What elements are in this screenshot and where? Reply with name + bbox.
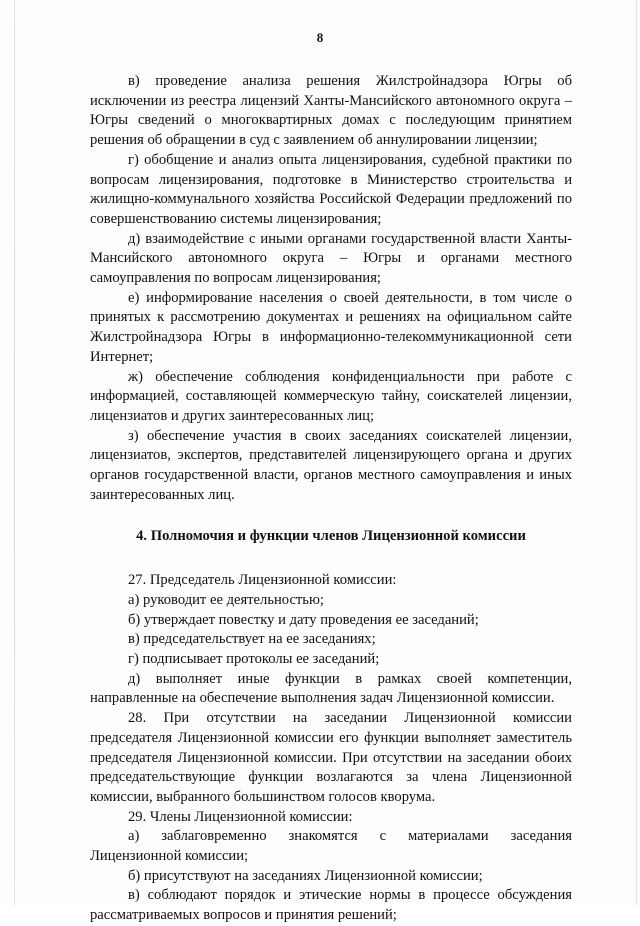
scan-edge-left [14, 0, 15, 905]
paragraph-29a: а) заблаговременно знакомятся с материалами заседания Лицензионной комиссии; [90, 828, 572, 865]
paragraph-27b: б) утверждает повестку и дату проведения ее заседаний; [128, 611, 479, 628]
paragraph-27v: в) председательствует на ее заседаниях; [128, 631, 376, 648]
paragraph-28: 28. При отсутствии на заседании Лицензионной комиссии председателя Лицензионной комиссии его функции выполняет заместитель председателя Лицензионной комиссии. При отсутствии на заседании обоих председательствующие функции возлагаются за члена Лицензионной комиссии, выбранного большинством голосов кворума. [90, 710, 572, 805]
document-body [90, 72, 572, 926]
scan-edge-right [636, 0, 637, 905]
paragraph-e: е) информирование населения о своей деятельности, в том числе о принятых к рассмотрению документах и решениях на официальном сайте Жилстройнадзора Югры в информационно-телекоммуникационной сети Интернет; [90, 289, 572, 365]
paragraph-d: д) взаимодействие с иными органами государственной власти Ханты-Мансийского автономного округа – Югры и органами местного самоуправления по вопросам лицензирования; [90, 230, 572, 287]
paragraph-27a: а) руководит ее деятельностью; [128, 591, 324, 608]
paragraph-29v: в) соблюдают порядок и этические нормы в процессе обсуждения рассматриваемых вопросов и принятия решений; [90, 887, 572, 924]
paragraph-29: 29. Члены Лицензионной комиссии: [128, 808, 353, 825]
paragraph-g: г) обобщение и анализ опыта лицензирования, судебной практики по вопросам лицензирования, подготовке в Министерство строительства и жилищно-коммунального хозяйства Российской Федерации предложений по совершенствованию системы лицензирования; [90, 151, 572, 227]
section-heading: 4. Полномочия и функции членов Лицензионной комиссии [136, 528, 526, 545]
paragraph-z: з) обеспечение участия в своих заседаниях соискателей лицензии, лицензиатов, экспертов, представителей лицензирующего органа и других органов государственной власти, органов местного самоуправления и иных заинтересованных лиц. [90, 427, 572, 503]
paragraph-27g: г) подписывает протоколы ее заседаний; [128, 650, 380, 667]
paragraph-v: в) проведение анализа решения Жилстройнадзора Югры об исключении из реестра лицензий Ханты-Мансийского автономного округа – Югры сведений о многоквартирных домах с последующим принятием решения об обращении в суд с заявлением об аннулировании лицензии; [90, 73, 572, 149]
paragraph-27: 27. Председатель Лицензионной комиссии: [128, 572, 397, 589]
paragraph-27d: д) выполняет иные функции в рамках своей компетенции, направленные на обеспечение выполнения задач Лицензионной комиссии. [90, 670, 572, 707]
paragraph-zh: ж) обеспечение соблюдения конфиденциальности при работе с информацией, составляющей коммерческую тайну, соискателей лицензии, лицензиатов и других заинтересованных лиц; [90, 368, 572, 424]
paragraph-29b: б) присутствуют на заседаниях Лицензионной комиссии; [128, 867, 483, 884]
page-number: 8 [316, 30, 324, 45]
